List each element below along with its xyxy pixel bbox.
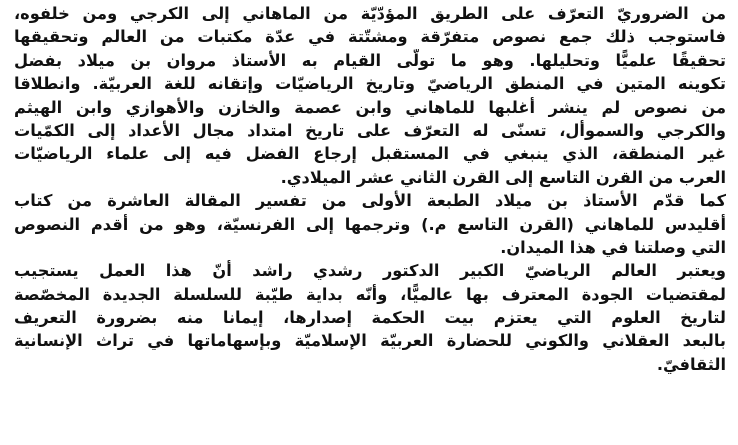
text-line: كما قدّم الأستاذ بن ميلاد الطبعة الأولى من تفسير المقالة العاشرة من كتاب bbox=[14, 191, 726, 211]
text-line: العرب من القرن التاسع إلى القرن الثاني عشر الميلادي. bbox=[280, 167, 726, 187]
text-line: الثقافيّ. bbox=[656, 354, 726, 374]
text-line: أقليدس للماهاني (القرن التاسع م.) وترجمها إلى الفرنسيّة، وهو من أقدم النصوص bbox=[14, 214, 726, 234]
text-line: لتاريخ العلوم التي يعتزم بيت الحكمة إصدارها، إيمانا منه بضرورة التعريف bbox=[14, 308, 726, 328]
text-line: تكوينه المتين في المنطق الرياضيّ وتاريخ الرياضيّات وإتقانه للغة العربيّة. وانطلاقا bbox=[14, 74, 726, 94]
text-line: التي وصلتنا في هذا الميدان. bbox=[500, 237, 726, 257]
paragraph-3 bbox=[14, 259, 726, 376]
text-line: لمقتضيات الجودة المعترف بها عالميًّا، وأنّه بداية طيّبة للسلسلة الجديدة المخصّصة bbox=[14, 284, 726, 304]
text-line: من الضروريّ التعرّف على الطريق المؤدّيّة من الماهاني إلى الكرجي ومن خلفوه، bbox=[14, 4, 726, 23]
text-line: غير المنطقة، الذي ينبغي في المستقبل إرجاع الفضل فيه إلى علماء الرياضيّات bbox=[14, 144, 726, 164]
text-line: فاستوجب ذلك جمع نصوص متفرّقة ومشتّتة في عدّة مكتبات من العالم وتحقيقها bbox=[14, 27, 726, 47]
paragraph-2 bbox=[14, 189, 726, 259]
text-line: والكرجي والسموأل، تسنّى له التعرّف على تاريخ امتداد مجال الأعداد إلى الكمّيات bbox=[14, 120, 726, 140]
text-line: بالبعد العقلاني والكوني للحضارة العربيّة الإسلاميّة وبإسهاماتها في تراث الإنسانية bbox=[14, 331, 726, 351]
text-line: ويعتبر العالم الرياضيّ الكبير الدكتور رشدي راشد أنّ هذا العمل يستجيب bbox=[14, 261, 726, 281]
paragraph-1 bbox=[14, 2, 726, 189]
text-line: تحقيقًا علميًّا وتحليلها. وهو ما تولّى القيام به الأستاذ مروان بن ميلاد بفضل bbox=[14, 50, 726, 70]
text-line: من نصوص لم ينشر أغلبها للماهاني وابن عصمة والخازن والأهوازي وابن الهيثم bbox=[14, 97, 726, 117]
